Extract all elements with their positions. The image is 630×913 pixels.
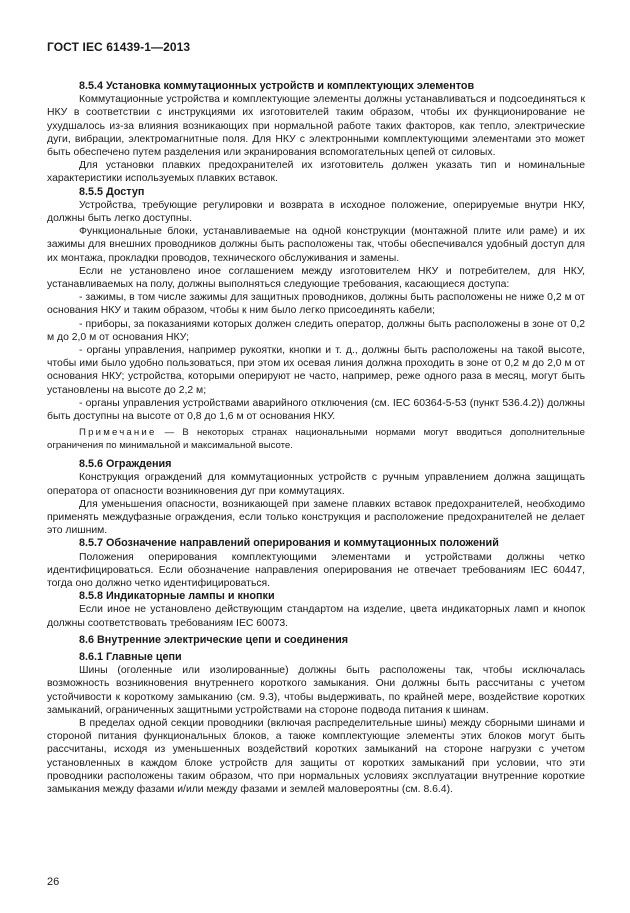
section-8-5-8-paragraph-1: Если иное не установлено действующим стандартом на изделие, цвета индикаторных ламп и кнопок должны соответствовать требованиям IEC 60073. (47, 604, 585, 629)
section-8-5-7-paragraph-1: Положения оперирования комплектующими элементами и устройствами должны четко идентифицироваться. Если обозначение направления оперирования не отвечает требованиям IEC 60447, тогда оно должно четко идентифицироваться. (47, 551, 585, 589)
section-8-5-4-paragraph-1: Коммутационные устройства и комплектующие элементы должны устанавливаться и подсоединяться к НКУ в соответствии с инструкциями их изготовителей таким образом, чтобы их функционирование не ухудшалось из-за влияния возникающих при нормальной работе таких факторов, как тепло, электрические дуги, вибрации, электромагнитные поля. Для НКУ с электронными комплектующими элементами это может быть обеспечено путем разделения или экранирования вспомогательных цепей от силовых. (47, 94, 585, 159)
section-8-5-4-heading: 8.5.4 Установка коммутационных устройств и комплектующих элементов (79, 80, 475, 92)
section-8-5-5-paragraph-1: Устройства, требующие регулировки и возврата в исходное положение, оперируемые внутри НКУ, должны быть легко доступны. (47, 199, 585, 225)
section-8-5-6-paragraph-1: Конструкция ограждений для коммутационных устройств с ручным управлением должна защищать оператора от опасности возникновения дуг при коммутациях. (47, 472, 585, 497)
section-8-6-1-paragraph-2: В пределах одной секции проводники (включая распределительные шины) между сборными шинами и стороной питания функциональных блоков, а также комплектующие элементы этих блоков могут быть рассчитаны, исходя из уменьшенных воздействий коротких замыканий на стороне нагрузки с учетом установленных в каждом блоке устройств для защиты от коротких замыканий при условии, что эти проводники расположены таким образом, что при нормальных условиях эксплуатации внутренние короткие замыкания между фазами и/или между фазами и землей маловероятны (см. 8.6.4). (47, 717, 585, 795)
section-8-6-heading: 8.6 Внутренние электрические цепи и соединения (79, 633, 349, 646)
page-number: 26 (47, 876, 60, 888)
section-8-6-1-heading: 8.6.1 Главные цепи (79, 650, 182, 663)
list-item: - органы управления, например рукоятки, кнопки и т. д., должны быть расположены на такой высоте, чтобы ими было удобно пользоваться, при этом их осевая линия должна проходить в зоне от 0,2 м до 2,0 м от основания НКУ; устройства, которыми оперируют не часто, например, реже одного раза в месяц, могут быть установлены на высоте до 2,2 м; (47, 345, 585, 396)
section-8-5-5-heading: 8.5.5 Доступ (79, 185, 145, 198)
list-item: - зажимы, в том числе зажимы для защитных проводников, должны быть расположены не ниже 0,2 м от основания НКУ и таким образом, чтобы к ним было легко присоединять кабели; (47, 292, 585, 317)
section-8-5-4-paragraph-2: Для установки плавких предохранителей их изготовитель должен указать тип и номинальные характеристики используемых плавких вставок. (47, 160, 585, 185)
document-page (47, 40, 585, 796)
section-8-5-6-paragraph-2: Для уменьшения опасности, возникающей при замене плавких вставок предохранителей, необходимо применять междуфазные ограждения, если только конструкция и расположение предохранителей не делает это лишним. (47, 498, 585, 537)
list-item: - приборы, за показаниями которых должен следить оператор, должны быть расположены в зоне от 0,2 м до 2,0 м от основания НКУ; (47, 318, 585, 343)
note (47, 427, 585, 452)
section-8-5-5-paragraph-2: Функциональные блоки, устанавливаемые на одной конструкции (монтажной плите или раме) и их зажимы для внешних проводников должны быть расположены так, чтобы обеспечивался удобный доступ для их монтажа, прокладки проводов, технического обслуживания и замены. (47, 226, 585, 264)
list-item: - органы управления устройствами аварийного отключения (см. IEC 60364-5-53 (пункт 536.4.2)) должны быть доступны на высоте от 0,8 до 1,6 м от основания НКУ. (47, 397, 585, 423)
section-8-5-6-heading: 8.5.6 Ограждения (79, 458, 172, 471)
document-header: ГОСТ IEC 61439-1—2013 (47, 40, 191, 54)
section-8-6-1-paragraph-1: Шины (оголенные или изолированные) должны быть расположены так, чтобы исключалась возможность возникновения внутреннего короткого замыкания. Они должны быть рассчитаны с учетом устойчивости к короткому замыканию (см. 9.3), чтобы выдерживать, по крайней мере, воздействие коротких замыканий, ограниченных защитными устройствами на стороне подвода питания к шинам. (47, 665, 585, 716)
note-label: Примечание (79, 427, 157, 439)
note-text: — В некоторых странах национальными нормами могут вводиться дополнительные ограничения по минимальной и максимальной высоте. (47, 427, 585, 451)
section-8-5-8-heading: 8.5.8 Индикаторные лампы и кнопки (79, 590, 275, 603)
section-8-5-7-heading: 8.5.7 Обозначение направлений оперирования и коммутационных положений (79, 537, 499, 550)
section-8-5-5-paragraph-3: Если не установлено иное соглашением между изготовителем НКУ и потребителем, для НКУ, устанавливаемых на полу, должны выполняться следующие требования, касающиеся доступа: (47, 265, 585, 291)
